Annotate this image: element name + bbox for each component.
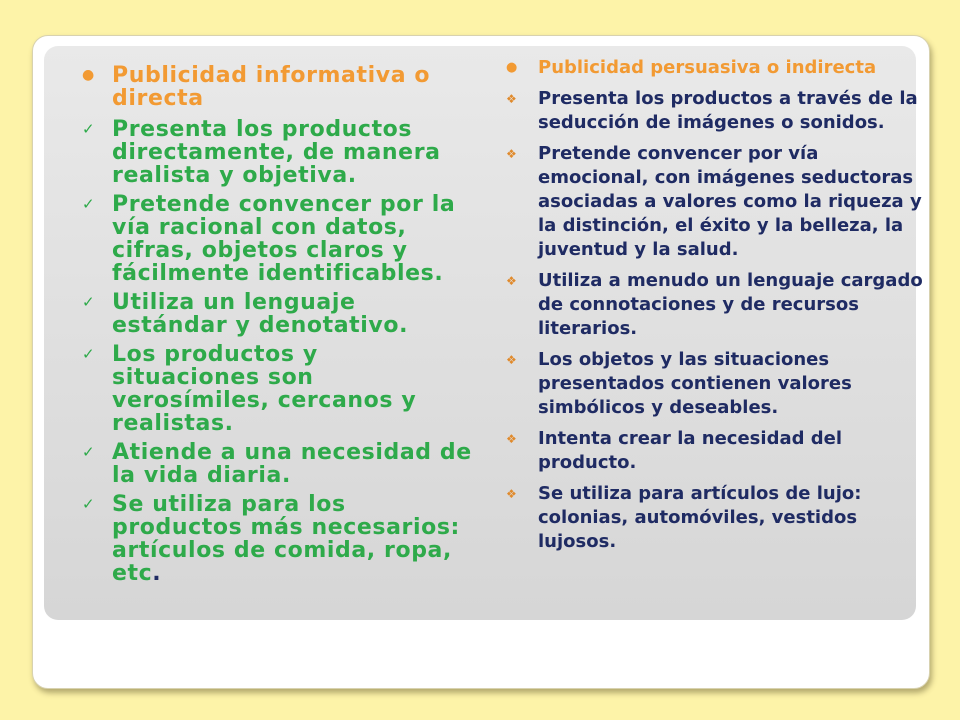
list-item: ✓ Pretende convencer por la vía racional con datos, cifras, objetos claros y fácilmente identificables. <box>82 192 456 286</box>
diamond-star-icon: ❖ <box>506 274 517 288</box>
list-item: ✓ Utiliza un lenguaje estándar y denotativo. <box>82 290 409 338</box>
list-item: ❖ Se utiliza para artículos de lujo: colonias, automóviles, vestidos lujosos. <box>506 483 862 552</box>
list-item: ✓ Los productos y situaciones son verosímiles, cercanos y realistas. <box>82 342 417 436</box>
checkmark-icon: ✓ <box>82 293 96 311</box>
list-item: ❖ Presenta los productos a través de la seducción de imágenes o sonidos. <box>506 88 918 133</box>
right-list <box>506 87 926 554</box>
right-heading <box>506 56 926 80</box>
diamond-star-icon: ❖ <box>506 353 517 367</box>
diamond-star-icon: ❖ <box>506 92 517 106</box>
list-item-text: Se utiliza para los productos más necesarios: artículos de comida, ropa, etc <box>112 492 460 586</box>
diamond-star-icon: ❖ <box>506 432 517 446</box>
list-item: ❖ Utiliza a menudo un lenguaje cargado de connotaciones y de recursos literarios. <box>506 270 923 339</box>
list-item <box>82 493 472 585</box>
diamond-star-icon: ❖ <box>506 487 517 501</box>
checkmark-icon: ✓ <box>82 195 96 213</box>
left-list <box>82 118 472 585</box>
list-item: ❖ Pretende convencer por vía emocional, con imágenes seductoras asociadas a valores como la riqueza y la distinción, el éxito y la belleza, la juventud y la salud. <box>506 143 922 260</box>
checkmark-icon: ✓ <box>82 495 96 513</box>
right-column <box>506 56 926 561</box>
list-item: ❖ Los objetos y las situaciones presentados contienen valores simbólicos y deseables. <box>506 349 852 418</box>
checkmark-icon: ✓ <box>82 120 96 138</box>
round-bullet-icon: ● <box>506 60 518 75</box>
left-heading <box>82 64 472 110</box>
diamond-star-icon: ❖ <box>506 147 517 161</box>
list-item: ✓ Presenta los productos directamente, de manera realista y objetiva. <box>82 117 441 188</box>
right-heading-text: Publicidad persuasiva o indirecta <box>538 57 877 78</box>
left-column <box>82 64 472 591</box>
round-bullet-icon: ● <box>82 67 95 83</box>
left-heading-text: Publicidad informativa o directa <box>112 63 431 111</box>
list-item: ❖ Intenta crear la necesidad del producto. <box>506 428 843 473</box>
trailing-period: . <box>152 561 162 586</box>
checkmark-icon: ✓ <box>82 443 96 461</box>
checkmark-icon: ✓ <box>82 345 96 363</box>
list-item: ✓ Atiende a una necesidad de la vida diaria. <box>82 440 472 488</box>
